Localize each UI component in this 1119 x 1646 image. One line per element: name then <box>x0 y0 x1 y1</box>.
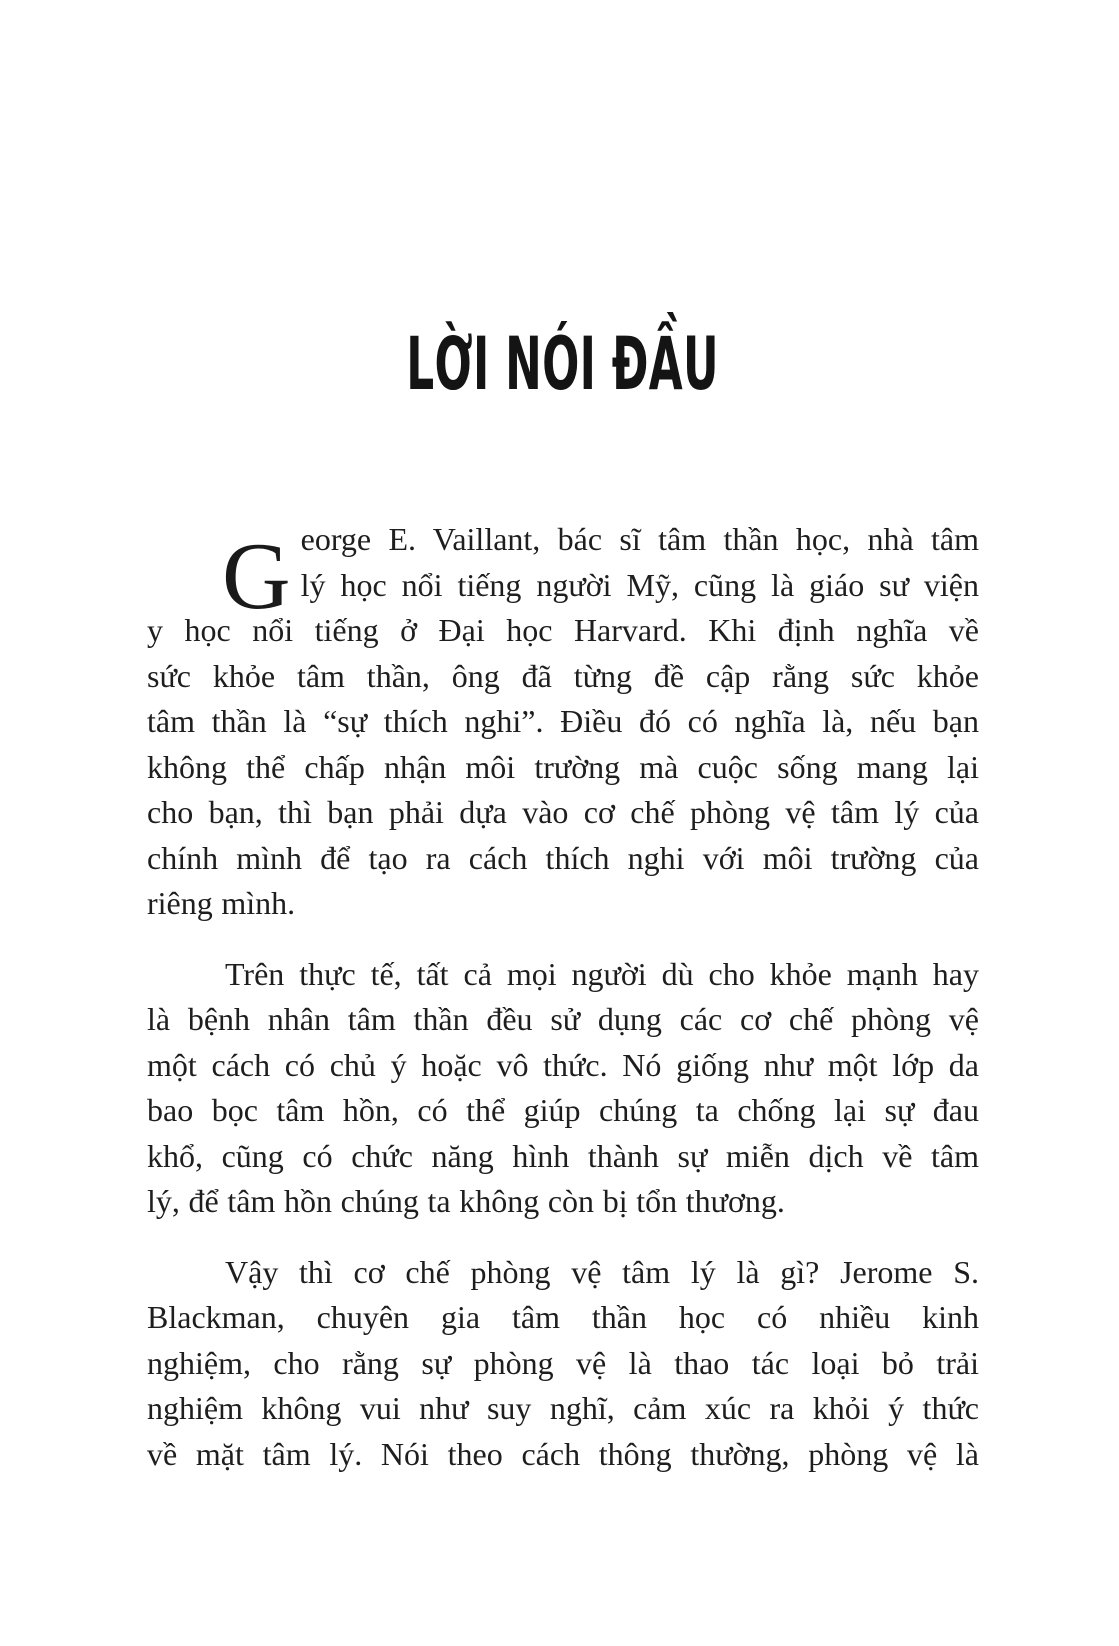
paragraph-3 <box>147 1250 979 1478</box>
text-line: về mặt tâm lý. Nói theo cách thông thường, phòng vệ là <box>147 1435 979 1472</box>
text-line: Trên thực tế, tất cả mọi người dù cho khỏe mạnh hay <box>225 955 979 992</box>
text-line: nghiệm không vui như suy nghĩ, cảm xúc ra khỏi ý thức <box>147 1390 979 1426</box>
text-line: một cách có chủ ý hoặc vô thức. Nó giống như một lớp da <box>147 1046 979 1083</box>
text-line: chính mình để tạo ra cách thích nghi với môi trường của <box>147 839 979 876</box>
drop-cap: G <box>222 523 291 629</box>
text-line: bao bọc tâm hồn, có thể giúp chúng ta chống lại sự đau <box>147 1092 979 1128</box>
text-line: Vậy thì cơ chế phòng vệ tâm lý là gì? Jerome S. <box>225 1253 979 1290</box>
text-line: khổ, cũng có chức năng hình thành sự miễn dịch về tâm <box>147 1137 979 1174</box>
page-content <box>147 517 979 1477</box>
text-line: Blackman, chuyên gia tâm thần học có nhiều kinh <box>147 1299 979 1335</box>
text-line: lý học nổi tiếng người Mỹ, cũng là giáo sư viện <box>300 566 979 603</box>
text-line: tâm thần là “sự thích nghi”. Điều đó có nghĩa là, nếu bạn <box>147 703 979 739</box>
chapter-title-text: LỜI NÓI ĐẦU <box>406 322 720 407</box>
text-line: eorge E. Vaillant, bác sĩ tâm thần học, nhà tâm <box>300 521 979 557</box>
text-line: nghiệm, cho rằng sự phòng vệ là thao tác loại bỏ trải <box>147 1344 979 1381</box>
text-line: cho bạn, thì bạn phải dựa vào cơ chế phòng vệ tâm lý của <box>147 794 979 830</box>
chapter-title <box>147 322 979 407</box>
text-line: lý, để tâm hồn chúng ta không còn bị tổn thương. <box>147 1183 785 1219</box>
text-line: riêng mình. <box>147 885 296 921</box>
text-line: không thể chấp nhận môi trường mà cuộc sống mang lại <box>147 748 979 785</box>
paragraph-1 <box>147 517 979 927</box>
text-line: y học nổi tiếng ở Đại học Harvard. Khi định nghĩa về <box>147 612 979 648</box>
text-line: là bệnh nhân tâm thần đều sử dụng các cơ chế phòng vệ <box>147 1001 979 1037</box>
text-line: sức khỏe tâm thần, ông đã từng đề cập rằng sức khỏe <box>147 657 979 694</box>
paragraph-2 <box>147 952 979 1225</box>
